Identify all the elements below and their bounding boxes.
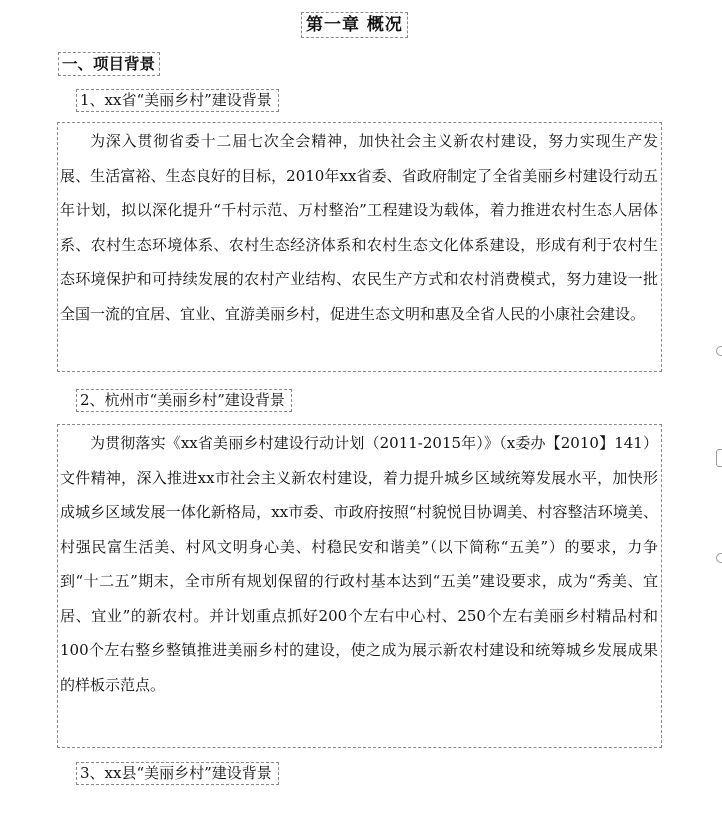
paragraph-2: 为贯彻落实《xx省美丽乡村建设行动计划（2011-2015年）》（x委办【2010】141）文件精神，深入推进xx市社会主义新农村建设，着力提升城乡区域统筹发展水平，加快形成城乡区域发展一体化新格局，xx市委、市政府按照“村貌悦目协调美、村容整洁环境美、村强民富生活美、村风文明身心美、村稳民安和谐美”（以下简称“五美”）的要求，力争到“十二五”期末，全市所有规划保留的行政村基本达到“五美”建设要求，成为“秀美、宜居、宜业”的新农村。并计划重点抓好200个左右中心村、250个左右美丽乡村精品村和100个左右整乡整镇推进美丽乡村的建设，使之成为展示新农村建设和统筹城乡发展成果的样板示范点。: [57, 424, 662, 748]
subsection-heading-2: 2、杭州市“美丽乡村”建设背景: [76, 389, 292, 412]
chapter-title: 第一章 概况: [301, 12, 408, 38]
comment-marker-icon[interactable]: [716, 346, 722, 356]
comment-marker-icon[interactable]: [716, 553, 722, 563]
paragraph-1: 为深入贯彻省委十二届七次全会精神，加快社会主义新农村建设，努力实现生产发展、生活富裕、生态良好的目标，2010年xx省委、省政府制定了全省美丽乡村建设行动五年计划，拟以深化提升“千村示范、万村整治”工程建设为载体，着力推进农村生态人居体系、农村生态环境体系、农村生态经济体系和农村生态文化体系建设，形成有利于农村生态环境保护和可持续发展的农村产业结构、农民生产方式和农村消费模式，努力建设一批全国一流的宜居、宜业、宜游美丽乡村，促进生态文明和惠及全省人民的小康社会建设。: [57, 122, 662, 372]
subsection-heading-1: 1、xx省“美丽乡村”建设背景: [76, 89, 279, 112]
scroll-handle-icon[interactable]: [716, 449, 722, 467]
subsection-heading-3: 3、xx县“美丽乡村”建设背景: [76, 762, 279, 785]
section-heading: 一、项目背景: [58, 52, 160, 76]
